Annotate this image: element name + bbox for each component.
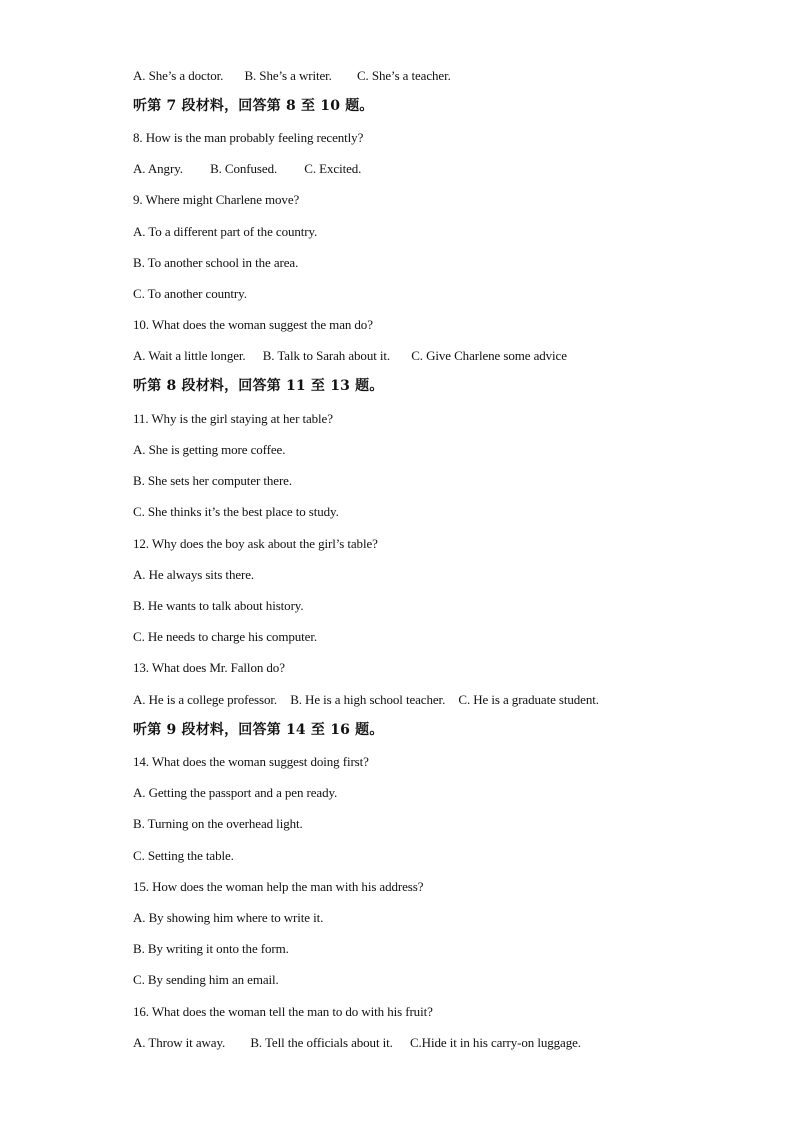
section7-heading: 听第 7 段材料，回答第 8 至 10 题。 [133, 98, 374, 114]
q15-option-c: C. By sending him an email. [133, 972, 279, 987]
q16-option-b: B. Tell the officials about it. [250, 1035, 393, 1050]
q16-option-c: C.Hide it in his carry-on luggage. [409, 1035, 581, 1050]
q12-stem: 12. Why does the boy ask about the girl’s table? [133, 536, 378, 551]
q9-stem: 9. Where might Charlene move? [133, 192, 300, 207]
q12-option-a: A. He always sits there. [133, 567, 255, 582]
q14-stem: 14. What does the woman suggest doing first? [133, 754, 369, 769]
q16-option-a: A. Throw it away. [133, 1035, 226, 1050]
q11-option-c: C. She thinks it’s the best place to study. [133, 504, 339, 519]
q8-options-row [133, 161, 361, 177]
q16-stem: 16. What does the woman tell the man to do with his fruit? [133, 1004, 433, 1019]
q15-stem: 15. How does the woman help the man with his address? [133, 879, 424, 894]
q7-options-row [133, 68, 451, 84]
q12-option-b: B. He wants to talk about history. [133, 598, 304, 613]
q10-options-row [133, 348, 567, 364]
q7-option-c: C. She’s a teacher. [356, 68, 451, 83]
q8-stem: 8. How is the man probably feeling recently? [133, 130, 364, 145]
q8-option-c: C. Excited. [304, 161, 362, 176]
q14-option-a: A. Getting the passport and a pen ready. [133, 785, 338, 800]
q10-option-c: C. Give Charlene some advice [411, 348, 567, 363]
q13-option-a: A. He is a college professor. [133, 692, 278, 707]
q7-option-a: A. She’s a doctor. [133, 68, 224, 83]
q16-options-row [133, 1035, 581, 1051]
q15-option-b: B. By writing it onto the form. [133, 941, 289, 956]
q10-option-b: B. Talk to Sarah about it. [262, 348, 391, 363]
section9-heading: 听第 9 段材料，回答第 14 至 16 题。 [133, 722, 384, 738]
q13-option-b: B. He is a high school teacher. [290, 692, 446, 707]
q11-option-a: A. She is getting more coffee. [133, 442, 286, 457]
q14-option-b: B. Turning on the overhead light. [133, 816, 303, 831]
q11-option-b: B. She sets her computer there. [133, 473, 292, 488]
q9-option-a: A. To a different part of the country. [133, 224, 318, 239]
q11-stem: 11. Why is the girl staying at her table? [133, 411, 333, 426]
q13-options-row [133, 692, 599, 708]
q8-option-a: A. Angry. [133, 161, 183, 176]
q9-option-c: C. To another country. [133, 286, 247, 301]
q13-stem: 13. What does Mr. Fallon do? [133, 660, 285, 675]
q12-option-c: C. He needs to charge his computer. [133, 629, 317, 644]
section8-heading: 听第 8 段材料，回答第 11 至 13 题。 [133, 378, 384, 394]
q15-option-a: A. By showing him where to write it. [133, 910, 324, 925]
q7-option-b: B. She’s a writer. [244, 68, 332, 83]
q10-option-a: A. Wait a little longer. [133, 348, 246, 363]
q13-option-c: C. He is a graduate student. [458, 692, 599, 707]
q8-option-b: B. Confused. [210, 161, 278, 176]
q14-option-c: C. Setting the table. [133, 848, 234, 863]
q9-option-b: B. To another school in the area. [133, 255, 299, 270]
q10-stem: 10. What does the woman suggest the man do? [133, 317, 373, 332]
